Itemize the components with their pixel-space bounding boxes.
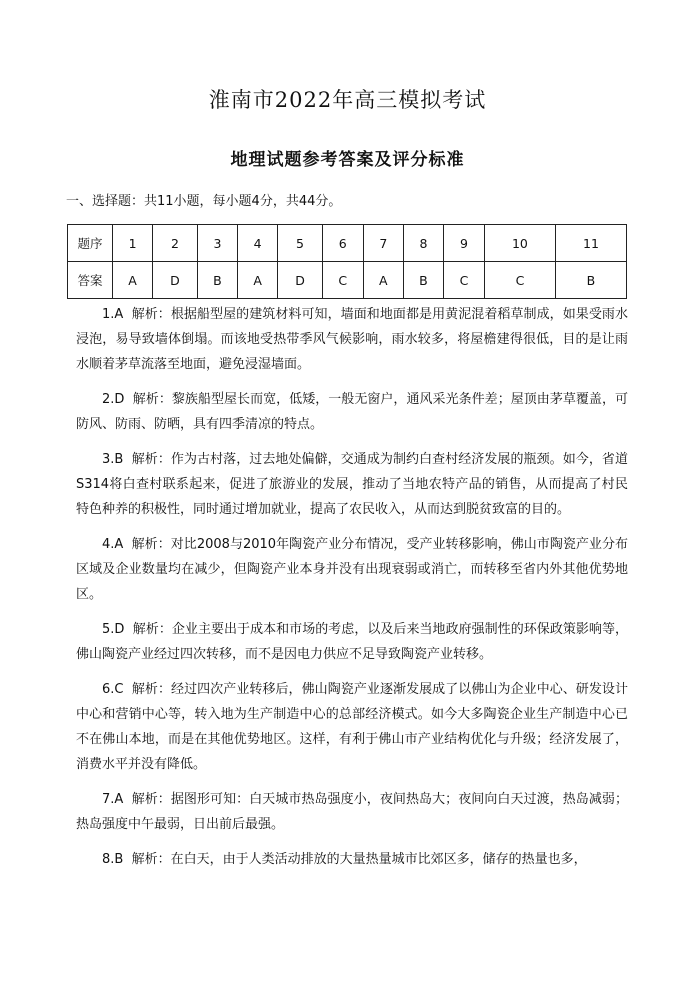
explanation-item	[76, 532, 628, 607]
item-number: 7.A	[102, 792, 124, 807]
answer-cell: B	[555, 262, 626, 299]
question-number: 10	[484, 225, 555, 262]
explanation-item	[76, 847, 628, 872]
answer-cell: A	[113, 262, 153, 299]
answer-cell: C	[322, 262, 363, 299]
question-number: 2	[153, 225, 198, 262]
question-number: 9	[444, 225, 485, 262]
item-text: 企业主要出于成本和市场的考虑，以及后来当地政府强制性的环保政策影响等，佛山陶瓷产业经过四次转移，而不是因电力供应不足导致陶瓷产业转移。	[76, 622, 628, 662]
item-number: 8.B	[102, 852, 124, 867]
question-number: 1	[113, 225, 153, 262]
page-subtitle: 地理试题参考答案及评分标准	[230, 150, 465, 170]
item-label: 解析：	[131, 682, 172, 697]
answer-cell: A	[363, 262, 403, 299]
answer-cell: D	[153, 262, 198, 299]
question-number: 7	[363, 225, 403, 262]
item-number: 1.A	[102, 307, 124, 322]
item-number: 6.C	[102, 682, 124, 697]
row-label-answer: 答案	[68, 262, 113, 299]
answer-cell: A	[238, 262, 278, 299]
explanation-item	[76, 302, 628, 377]
question-number: 4	[238, 225, 278, 262]
page-title: 淮南市2022年高三模拟考试	[208, 88, 487, 112]
item-text: 在白天，由于人类活动排放的大量热量城市比郊区多，储存的热量也多，	[170, 852, 587, 867]
explanation-item	[76, 617, 628, 667]
section-heading: 一、选择题：共11小题，每小题4分，共44分。	[66, 194, 342, 209]
item-text: 据图形可知：白天城市热岛强度小，夜间热岛大；夜间向白天过渡，热岛减弱；热岛强度中午最弱，日出前后最强。	[76, 792, 628, 832]
item-number: 2.D	[102, 392, 125, 407]
item-text: 作为古村落，过去地处偏僻，交通成为制约白查村经济发展的瓶颈。如今，省道S314将白查村联系起来，促进了旅游业的发展，推动了当地农特产品的销售，从而提高了村民特色种养的积极性，同时通过增加就业，提高了农民收入，从而达到脱贫致富的目的。	[76, 452, 628, 517]
answer-cell: B	[403, 262, 443, 299]
question-number-row	[68, 225, 627, 262]
item-number: 4.A	[102, 537, 124, 552]
answer-cell: B	[197, 262, 237, 299]
item-number: 5.D	[102, 622, 125, 637]
explanation-item	[76, 387, 628, 437]
row-label-question: 题序	[68, 225, 113, 262]
item-label: 解析：	[132, 622, 172, 637]
item-number: 3.B	[102, 452, 124, 467]
question-number: 11	[555, 225, 626, 262]
question-number: 3	[197, 225, 237, 262]
answer-cell: C	[484, 262, 555, 299]
item-label: 解析：	[132, 392, 172, 407]
answer-cell: C	[444, 262, 485, 299]
explanation-list	[76, 302, 628, 882]
question-number: 5	[278, 225, 323, 262]
item-label: 解析：	[131, 792, 171, 807]
item-text: 对比2008与2010年陶瓷产业分布情况，受产业转移影响，佛山市陶瓷产业分布区域及企业数量均在减少，但陶瓷产业本身并没有出现衰弱或消亡，而转移至省内外其他优势地区。	[76, 537, 628, 602]
item-text: 根据船型屋的建筑材料可知，墙面和地面都是用黄泥混着稻草制成，如果受雨水浸泡，易导致墙体倒塌。而该地受热带季风气候影响，雨水较多，将屋檐建得很低，目的是让雨水顺着茅草流落至地面，避免浸湿墙面。	[76, 307, 628, 372]
answer-table	[67, 224, 627, 299]
answer-row	[68, 262, 627, 299]
explanation-item	[76, 447, 628, 522]
answer-cell: D	[278, 262, 323, 299]
explanation-item	[76, 787, 628, 837]
question-number: 6	[322, 225, 363, 262]
item-label: 解析：	[131, 852, 171, 867]
explanation-item	[76, 677, 628, 777]
item-text: 黎族船型屋长而宽，低矮，一般无窗户，通风采光条件差；屋顶由茅草覆盖，可防风、防雨、防晒，具有四季清凉的特点。	[76, 392, 628, 432]
item-label: 解析：	[131, 452, 171, 467]
question-number: 8	[403, 225, 443, 262]
item-label: 解析：	[131, 537, 171, 552]
item-label: 解析：	[131, 307, 171, 322]
item-text: 经过四次产业转移后，佛山陶瓷产业逐渐发展成了以佛山为企业中心、研发设计中心和营销中心等，转入地为生产制造中心的总部经济模式。如今大多陶瓷企业生产制造中心已不在佛山本地，而是在其他优势地区。这样，有利于佛山市产业结构优化与升级；经济发展了，消费水平并没有降低。	[76, 682, 628, 772]
